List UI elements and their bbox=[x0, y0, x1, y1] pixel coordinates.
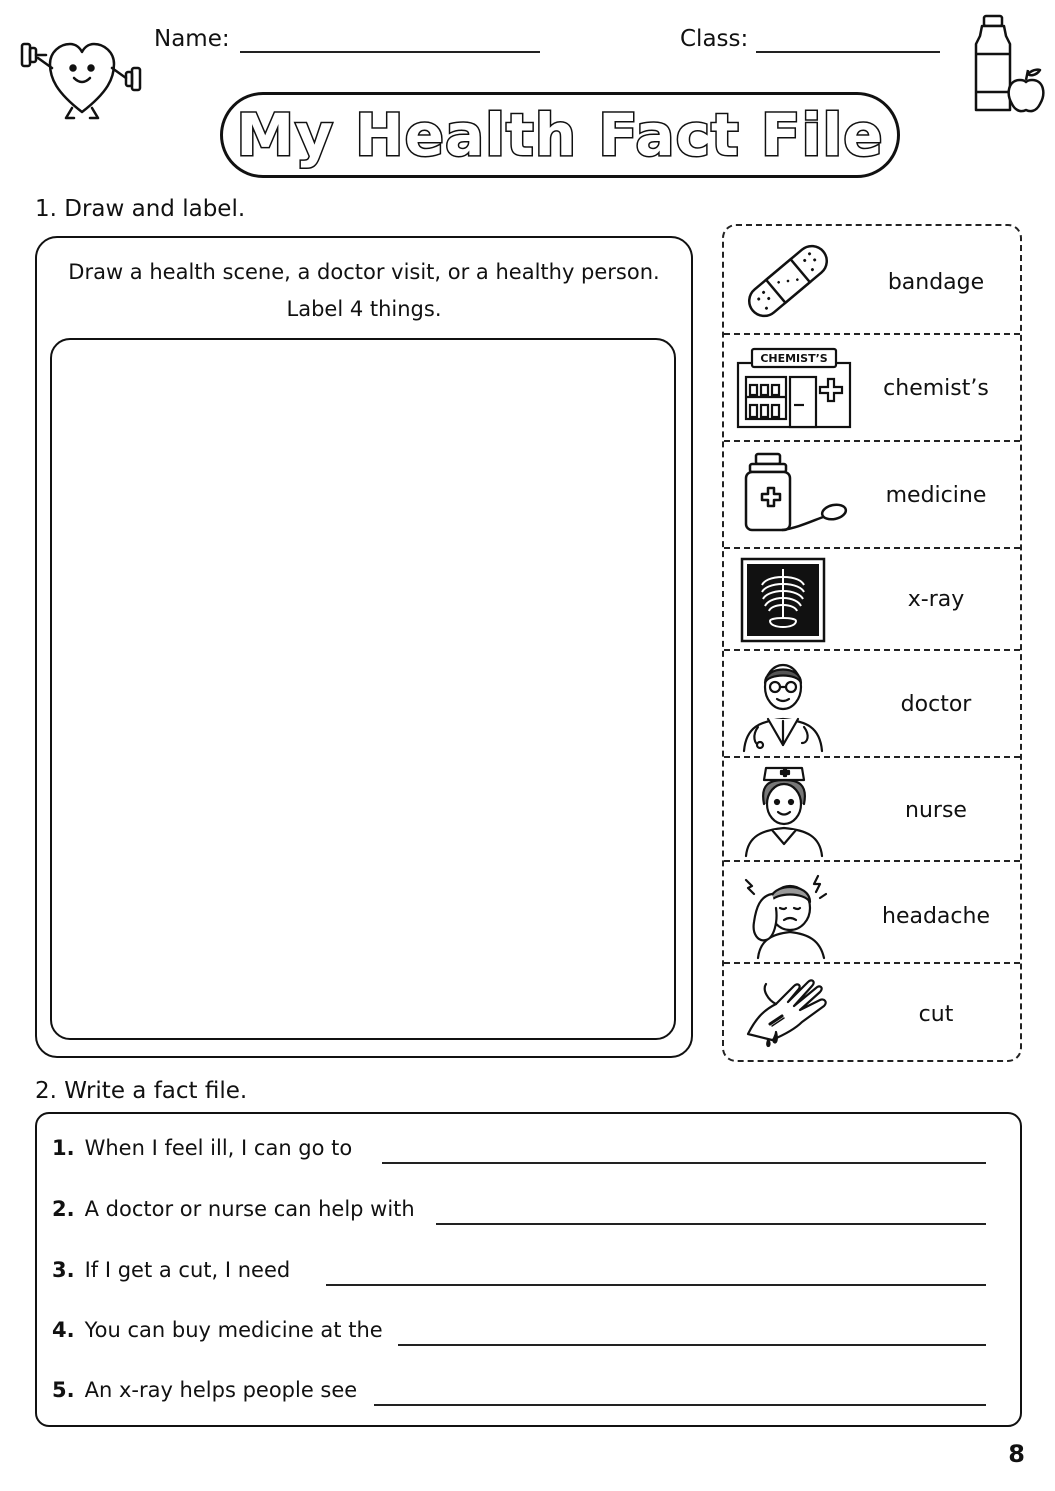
vocab-word-medicine: medicine bbox=[885, 483, 987, 508]
class-label: Class: bbox=[680, 26, 749, 52]
fact-number: 1. bbox=[52, 1136, 75, 1160]
vocab-item-nurse bbox=[724, 758, 1020, 862]
vocab-word-x-ray: x-ray bbox=[907, 587, 965, 612]
vocab-item-medicine bbox=[724, 442, 1020, 549]
bandage-icon bbox=[738, 236, 838, 326]
fact-line-1 bbox=[52, 1136, 352, 1160]
medicine-bottle-icon bbox=[738, 450, 848, 540]
fact-prompt: If I get a cut, I need bbox=[84, 1258, 291, 1282]
page-title-banner bbox=[220, 92, 900, 178]
vocab-item-bandage bbox=[724, 226, 1020, 335]
heart-dumbbell-icon bbox=[16, 30, 148, 122]
fact-prompt: An x-ray helps people see bbox=[84, 1378, 358, 1402]
cut-hand-icon bbox=[742, 970, 842, 1054]
fact-line-3 bbox=[52, 1258, 290, 1282]
name-field[interactable] bbox=[240, 51, 540, 53]
page-title: My Health Fact File bbox=[236, 101, 884, 169]
x-ray-icon bbox=[740, 557, 826, 643]
fact-answer-1[interactable] bbox=[382, 1162, 986, 1164]
vocab-word-doctor: doctor bbox=[900, 692, 972, 717]
doctor-icon bbox=[740, 655, 826, 753]
fact-answer-4[interactable] bbox=[398, 1344, 986, 1346]
vocab-item-x-ray bbox=[724, 549, 1020, 651]
fact-number: 2. bbox=[52, 1197, 75, 1221]
chemist-sign-text: CHEMIST’S bbox=[760, 352, 828, 365]
vocab-word-nurse: nurse bbox=[905, 798, 967, 823]
vocab-item-cut bbox=[724, 964, 1020, 1060]
vocab-item-chemists bbox=[724, 335, 1020, 442]
fact-prompt: When I feel ill, I can go to bbox=[84, 1136, 353, 1160]
headache-icon bbox=[736, 868, 836, 960]
section1-heading: 1. Draw and label. bbox=[35, 196, 246, 222]
section2-heading: 2. Write a fact file. bbox=[35, 1078, 248, 1104]
page-number: 8 bbox=[1008, 1440, 1025, 1468]
name-label: Name: bbox=[154, 26, 230, 52]
fact-number: 3. bbox=[52, 1258, 75, 1282]
fact-line-4 bbox=[52, 1318, 383, 1342]
draw-instruction-line1: Draw a health scene, a doctor visit, or a healthy person. bbox=[68, 260, 660, 284]
draw-instruction-line2: Label 4 things. bbox=[286, 297, 442, 321]
fact-answer-5[interactable] bbox=[374, 1404, 986, 1406]
chemist-shop-icon bbox=[734, 345, 854, 429]
fact-answer-2[interactable] bbox=[436, 1223, 986, 1225]
vocab-item-headache bbox=[724, 862, 1020, 964]
vocab-word-chemists: chemist’s bbox=[883, 376, 989, 401]
class-field[interactable] bbox=[756, 51, 940, 53]
draw-instructions bbox=[50, 254, 678, 328]
vocab-word-cut: cut bbox=[918, 1002, 954, 1027]
fact-answer-3[interactable] bbox=[326, 1284, 986, 1286]
fact-line-5 bbox=[52, 1378, 357, 1402]
fact-number: 5. bbox=[52, 1378, 75, 1402]
fact-prompt: You can buy medicine at the bbox=[84, 1318, 383, 1342]
fact-number: 4. bbox=[52, 1318, 75, 1342]
fact-prompt: A doctor or nurse can help with bbox=[84, 1197, 415, 1221]
vocab-word-bandage: bandage bbox=[887, 270, 985, 295]
water-bottle-apple-icon bbox=[968, 14, 1048, 116]
vocab-word-headache: headache bbox=[882, 904, 990, 929]
nurse-icon bbox=[742, 764, 826, 858]
vocab-item-doctor bbox=[724, 651, 1020, 758]
vocab-panel bbox=[722, 224, 1022, 1062]
fact-line-2 bbox=[52, 1197, 415, 1221]
drawing-area[interactable] bbox=[50, 338, 676, 1040]
